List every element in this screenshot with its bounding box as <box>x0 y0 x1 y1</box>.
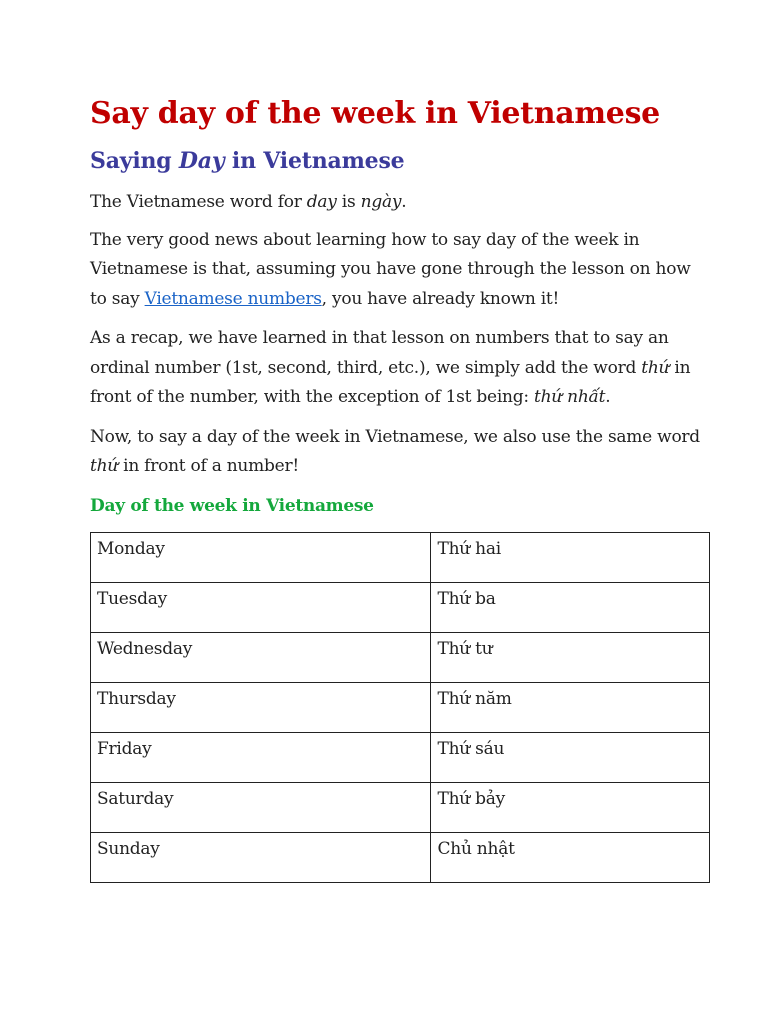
table-row <box>91 782 710 832</box>
english-day-cell: Thursday <box>91 682 431 732</box>
section-heading-days-table: Day of the week in Vietnamese <box>90 495 374 516</box>
english-day-cell: Friday <box>91 732 431 782</box>
article <box>90 92 710 883</box>
vietnamese-day-cell: Thứ tư <box>431 632 710 682</box>
subtitle-suffix: in Vietnamese <box>224 148 405 174</box>
subtitle-emphasis: Day <box>178 148 225 174</box>
vietnamese-day-cell: Chủ nhật <box>431 832 710 882</box>
english-day-cell: Saturday <box>91 782 431 832</box>
section-title-saying-day <box>90 144 710 178</box>
vietnamese-day-cell: Thứ sáu <box>431 732 710 782</box>
table-row <box>91 582 710 632</box>
vietnamese-day-cell: Thứ bảy <box>431 782 710 832</box>
para4-text-2: in front of a number! <box>117 456 299 476</box>
vietnamese-day-cell: Thứ hai <box>431 532 710 582</box>
table-row <box>91 832 710 882</box>
para3-text-2: in front of the number, with the exception of 1st being: <box>90 357 691 407</box>
vietnamese-day-cell: Thứ ba <box>431 582 710 632</box>
days-of-week-table <box>90 532 710 883</box>
para1-day: day <box>306 192 337 212</box>
english-day-cell: Sunday <box>91 832 431 882</box>
para1-text-3: . <box>401 192 407 212</box>
paragraph-recap <box>90 324 710 413</box>
para2-text-2: , you have already known it! <box>321 288 560 309</box>
paragraph-good-news <box>90 226 710 315</box>
table-row <box>91 682 710 732</box>
page-title: Say day of the week in Vietnamese <box>90 96 660 131</box>
para3-text-3: . <box>605 387 611 407</box>
para3-text-1: As a recap, we have learned in that lesson on numbers that to say an ordinal number (1st, second, third, etc.), we simply add the word <box>90 328 669 378</box>
subtitle-prefix: Saying <box>90 148 179 174</box>
para4-thu: thứ <box>90 456 118 476</box>
para1-ngay: ngày <box>360 192 402 212</box>
para1-text-2: is <box>336 192 361 212</box>
table-row <box>91 732 710 782</box>
vietnamese-numbers-link[interactable]: Vietnamese numbers <box>144 288 322 309</box>
paragraph-same-word <box>90 423 710 482</box>
table-row <box>91 632 710 682</box>
english-day-cell: Tuesday <box>91 582 431 632</box>
para3-thu: thứ <box>641 357 670 378</box>
vietnamese-day-cell: Thứ năm <box>431 682 710 732</box>
paragraph-word-for-day <box>90 188 710 218</box>
para2-text-1: The very good news about learning how to say day of the week in Vietnamese is that, assuming you have gone through the lesson on how to say <box>90 229 691 309</box>
para3-thu-nhat: thứ nhất <box>533 387 606 407</box>
english-day-cell: Monday <box>91 532 431 582</box>
para1-text-1: The Vietnamese word for <box>90 192 307 212</box>
table-row <box>91 532 710 582</box>
english-day-cell: Wednesday <box>91 632 431 682</box>
para4-text-1: Now, to say a day of the week in Vietnamese, we also use the same word <box>90 426 700 447</box>
